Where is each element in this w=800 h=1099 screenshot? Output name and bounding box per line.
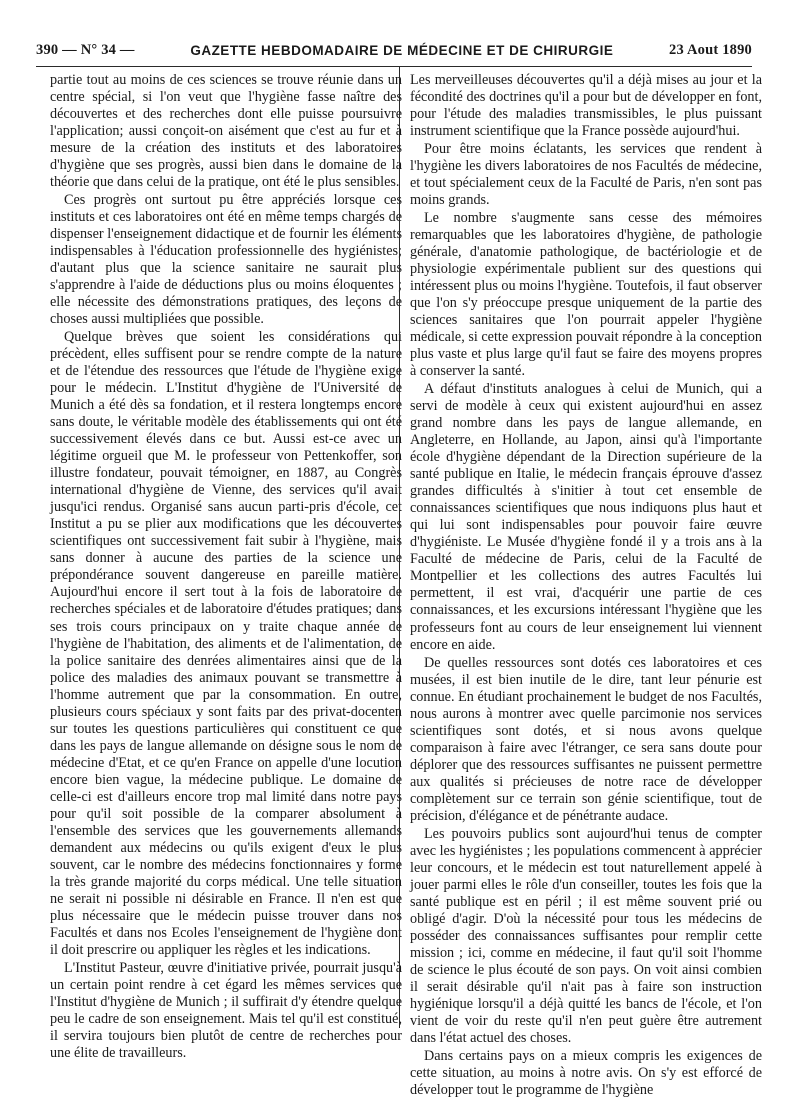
paragraph: partie tout au moins de ces sciences se trouve réunie dans un centre spécial, si l'on veut que l'hygiène fasse naître des découvertes et des recherches dont elle puisse poursuivre l'application; aussi conçoit-on aisément que c'est au fur et à mesure de la création des instituts et des laboratoires d'hygiène que ses progrès, aussi bien dans le domaine de la théorie que dans celui de la pratique, ont été le plus sensibles. <box>50 72 402 191</box>
journal-title: GAZETTE HEBDOMADAIRE DE MÉDECINE ET DE CHIRURGIE <box>190 42 614 58</box>
paragraph: Quelque brèves que soient les considérations qui précèdent, elles suffisent pour se rendre compte de la nature et de l'étendue des ressources que l'étude de l'hygiène exige pour le médecin. L'Institut d'hygiène de l'Université de Munich a été dès sa fondation, et il restera longtemps encore sans doute, le véritable modèle des établissements qui ont été successivement élevés dans ce but. Aussi est-ce avec un légitime orgueil que M. le professeur von Pettenkoffer, son illustre fondateur, pouvait témoigner, en 1887, au Congrès international d'hygiène de Vienne, des services qu'il avait jusqu'ici rendus. Organisé sans aucun parti-pris d'école, cet Institut a pu se plier aux modifications que les découvertes scientifiques ont successivement fait subir à l'hygiène, mais sans donner à aucune des parties de la science une prépondérance souvent dangereuse en pareille matière. Aujourd'hui encore il sert tout à la fois de laboratoire de recherches spéciales et de laboratoire d'études pratiques; dans ses trois cours principaux on y traite chaque année de l'hygiène de l'habitation, des aliments et de l'alimentation, de la police sanitaire des denrées alimentaires ainsi que de la police des maladies des animaux pouvant se transmettre à l'homme autrement que par la consommation. En outre, plusieurs cours spéciaux y sont faits par des privat-docenten sur toutes les questions particulières qui constituent ce que dans les pays de langue allemande on désigne sous le nom de médecine d'Etat, et ce qu'en France on appelle d'une locution encore bien vague, la médecine publique. Le domaine de celle-ci est d'ailleurs encore trop mal limité dans notre pays pour qu'il soit possible de la comparer absolument à l'ensemble des services que les gouvernements allemands demandent aux médecins ou qu'ils exigent d'eux le plus souvent, car le nombre des médecins fonctionnaires y forme la très grande majorité du corps médical. Une telle situation ne serait ni possible ni désirable en France. Il n'en est que plus nécessaire que le médecin puisse trouver dans nos Facultés et dans nos Ecoles l'enseignement de l'hygiène dont il doit prescrire ou appliquer les règles et les indications. <box>50 329 402 958</box>
header-rule <box>36 66 752 67</box>
paragraph: Les pouvoirs publics sont aujourd'hui tenus de compter avec les hygiénistes ; les populations commencent à apprécier leur concours, et le médecin est tout naturellement appelé à jouer parmi elles le rôle d'un conseiller, toutes les fois que la santé publique est en péril ; il est même souvent prié ou obligé d'agir. D'où la nécessité pour tous les médecins de posséder des connaissances suffisantes pour remplir cette mission ; ici, comme en médecine, il faut qu'il soit l'homme de science le plus écouté de son pays. On voit ainsi combien il serait désirable qu'il n'ait pas à faire son instruction hygiénique lorsqu'il a déjà quitté les bancs de l'école, et l'on vient de voir du reste qu'il n'en peut guère être autrement dans l'état actuel des choses. <box>410 825 762 1046</box>
paragraph: Les merveilleuses découvertes qu'il a déjà mises au jour et la fécondité des doctrines qu'il a pour but de développer en font, pour l'étude des maladies transmissibles, le plus puissant instrument scientifique que la France possède aujourd'hui. <box>410 72 762 140</box>
paragraph: De quelles ressources sont dotés ces laboratoires et ces musées, il est bien inutile de le dire, tant leur pénurie est connue. En étudiant prochainement le budget de nos Facultés, nous aurons à montrer avec quelle parcimonie nos services scientifiques sont dotés, et si nous avons quelque comparaison à faire avec l'étranger, ce sera sans doute pour déplorer que des ressources suffisantes ne puissent permettre aux qualités si précieuses de notre race de développer complètement sur ce terrain son génie scientifique, tout de précision, d'élégance et de pénétrante audace. <box>410 654 762 824</box>
paragraph: Pour être moins éclatants, les services que rendent à l'hygiène les divers laboratoires de nos Facultés de médecine, et tout spécialement ceux de la Faculté de Paris, n'en sont pas moins grands. <box>410 141 762 209</box>
paragraph: Le nombre s'augmente sans cesse des mémoires remarquables que les laboratoires d'hygiène, de pathologie générale, d'anatomie pathologique, de bactériologie et de physiologie expérimentale publient sur des questions qui intéressent plus ou moins l'hygiène. Toutefois, il faut observer que l'on s'y préoccupe presque uniquement de la partie des sciences sanitaires que l'on pourrait appeler l'hygiène médicale, si cette expression pouvait répondre à la conception plus vaste et plus large qu'il faut se faire des moyens propres à conserver la santé. <box>410 210 762 380</box>
paragraph: Ces progrès ont surtout pu être appréciés lorsque ces instituts et ces laboratoires ont été en même temps chargés de dispenser l'enseignement didactique et de fournir les éléments indispensables à l'éducation professionnelle des hygiénistes; d'autant plus que la science sanitaire ne saurait plus s'apprendre à l'aide de déductions plus ou moins éloquentes ; elle nécessite des démonstrations pratiques, des leçons de choses aussi multipliées que possible. <box>50 192 402 328</box>
page-number: 390 — N° 34 — <box>36 41 135 58</box>
header-left <box>36 42 135 59</box>
paragraph: Dans certains pays on a mieux compris les exigences de cette situation, au moins à notre avis. On s'y est efforcé de développer tout le programme de l'hygiène <box>410 1047 762 1098</box>
page-header <box>36 38 752 62</box>
right-column <box>410 72 762 1098</box>
paragraph: A défaut d'instituts analogues à celui de Munich, qui a servi de modèle à ceux qui existent aujourd'hui en assez grand nombre dans les pays de langue allemande, en Angleterre, en Hollande, au Japon, ainsi qu'à l'importante école d'hygiène dépendant de la Direction supérieure de la santé publique en Italie, le médecin français éprouve d'assez grandes difficultés à s'initier à tout cet ensemble de connaissances scientifiques que nous indiquons plus haut et qui lui sont indispensables pour pouvoir faire œuvre d'hygiéniste. Le Musée d'hygiène fondé il y a trois ans à la Faculté de médecine de Paris, celui de la Faculté de Montpellier et les collections des autres Facultés lui permettent, il est vrai, d'acquérir une partie de ces connaissances, et les excursions intéressant l'hygiène que les professeurs font au cours de leur enseignement lui viennent encore en aide. <box>410 381 762 653</box>
left-column <box>50 72 402 1060</box>
column-divider <box>399 66 400 1028</box>
paragraph: L'Institut Pasteur, œuvre d'initiative privée, pourrait jusqu'à un certain point rendre à cet égard les mêmes services que l'Institut d'hygiène de Munich ; il suffirait d'y étendre quelque peu le cadre de son enseignement. Mais tel qu'il est constitué, il servira toujours bien plutôt de centre de recherches pour une élite de travailleurs. <box>50 959 402 1061</box>
issue-date: 23 Aout 1890 <box>669 41 752 58</box>
